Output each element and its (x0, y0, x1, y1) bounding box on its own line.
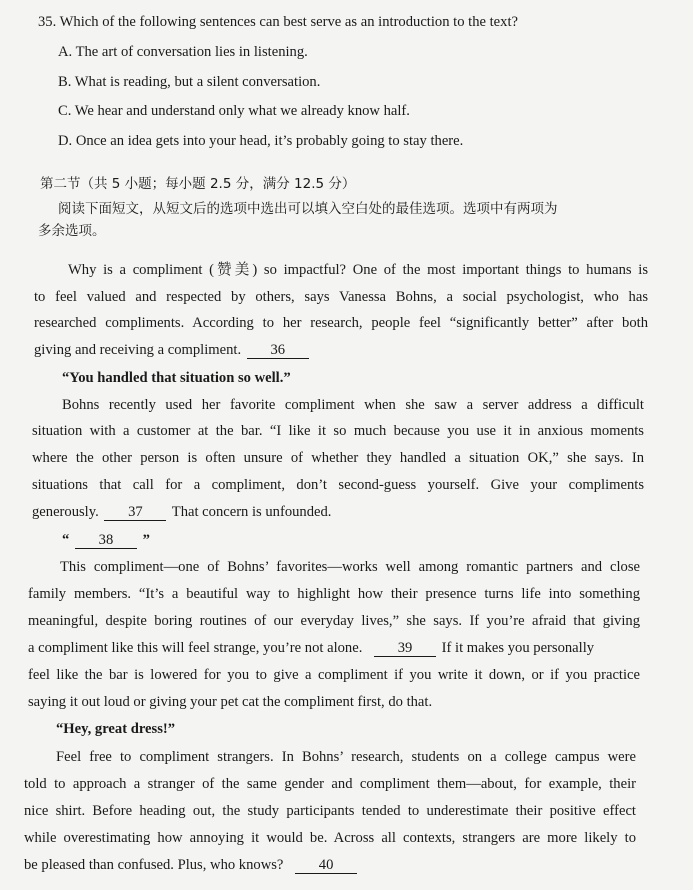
p1-line-1: Why is a compliment (赞美) so impactful? One of the most important things to humans is (68, 262, 648, 278)
option-d[interactable]: D. Once an idea gets into your head, it’s probably going to stay there. (58, 133, 464, 149)
p3-line-1: This compliment—one of Bohns’ favorites—works well among romantic partners and close (60, 559, 640, 575)
p3-line-2: family members. “It’s a beautiful way to highlight how their presence turns life into something (28, 586, 640, 602)
p3-line-3: meaningful, despite boring routines of our everyday lives,” she says. If you’re afraid that giving (28, 613, 640, 629)
blank-39[interactable]: 39 (374, 640, 436, 657)
blank-37[interactable]: 37 (104, 504, 166, 521)
p4-line-4: while overestimating how annoying it would be. Across all contexts, strangers are more likely to (24, 830, 636, 846)
p4-line-2: told to approach a stranger of the same gender and compliment them—about, for example, their (24, 776, 636, 792)
section-instruction-2: 多余选项。 (38, 223, 106, 239)
question-35-stem (38, 12, 518, 32)
p2-line-2: situation with a customer at the bar. “I like it so much because you use it in anxious moments (32, 423, 644, 439)
p4-line-1: Feel free to compliment strangers. In Bohns’ research, students on a college campus were (56, 749, 636, 765)
option-b[interactable]: B. What is reading, but a silent conversation. (58, 74, 321, 90)
p2-line-5-text: generously. (32, 504, 99, 520)
p4-line-3: nice shirt. Before heading out, the study participants tended to underestimate their positive effect (24, 803, 636, 819)
p4-line-5 (24, 855, 359, 875)
p1-line-3: researched compliments. According to her research, people feel “significantly better” after both (34, 315, 648, 331)
blank-36[interactable]: 36 (247, 342, 309, 359)
section-header: 第二节（共 5 小题；每小题 2.5 分，满分 12.5 分） (40, 176, 356, 192)
blank-38[interactable]: 38 (75, 532, 137, 549)
p2-line-1: Bohns recently used her favorite compliment when she saw a server address a difficult (62, 397, 644, 413)
option-c[interactable]: C. We hear and understand only what we already know half. (58, 103, 410, 119)
p3-line-6: saying it out loud or giving your pet cat the compliment first, do that. (28, 694, 433, 710)
p3-line-4-tail: If it makes you personally (441, 640, 595, 656)
option-a[interactable]: A. The art of conversation lies in listening. (58, 44, 308, 60)
subheading-1: “You handled that situation so well.” (62, 370, 291, 386)
p2-line-5 (32, 502, 331, 522)
p4-line-5-text: be pleased than confused. Plus, who knows? (24, 857, 284, 873)
subheading-2 (62, 530, 150, 550)
p1-line-4-text: giving and receiving a compliment. (34, 342, 242, 358)
p2-line-3: where the other person is often unsure of whether they handled a situation OK,” she says. In (32, 450, 644, 466)
subheading-3: “Hey, great dress!” (56, 721, 176, 737)
blank-40[interactable]: 40 (295, 857, 357, 874)
p3-line-4 (28, 638, 594, 658)
p1-line-2: to feel valued and respected by others, says Vanessa Bohns, a social psychologist, who has (34, 289, 648, 305)
subheading-2-close-quote: ” (142, 532, 150, 548)
p3-line-5: feel like the bar is lowered for you to give a compliment if you write it down, or if you practice (28, 667, 640, 683)
section-instruction-1: 阅读下面短文，从短文后的选项中选出可以填入空白处的最佳选项。选项中有两项为 (58, 201, 558, 217)
question-number: 35. (38, 14, 57, 30)
p2-line-5-tail: That concern is unfounded. (171, 504, 332, 520)
p2-line-4: situations that call for a compliment, don’t second-guess yourself. Give your compliments (32, 477, 644, 493)
subheading-2-open-quote: “ (62, 532, 70, 548)
p1-line-4 (34, 340, 311, 360)
p3-line-4-text: a compliment like this will feel strange, you’re not alone. (28, 640, 363, 656)
question-stem: Which of the following sentences can best serve as an introduction to the text? (59, 14, 518, 30)
